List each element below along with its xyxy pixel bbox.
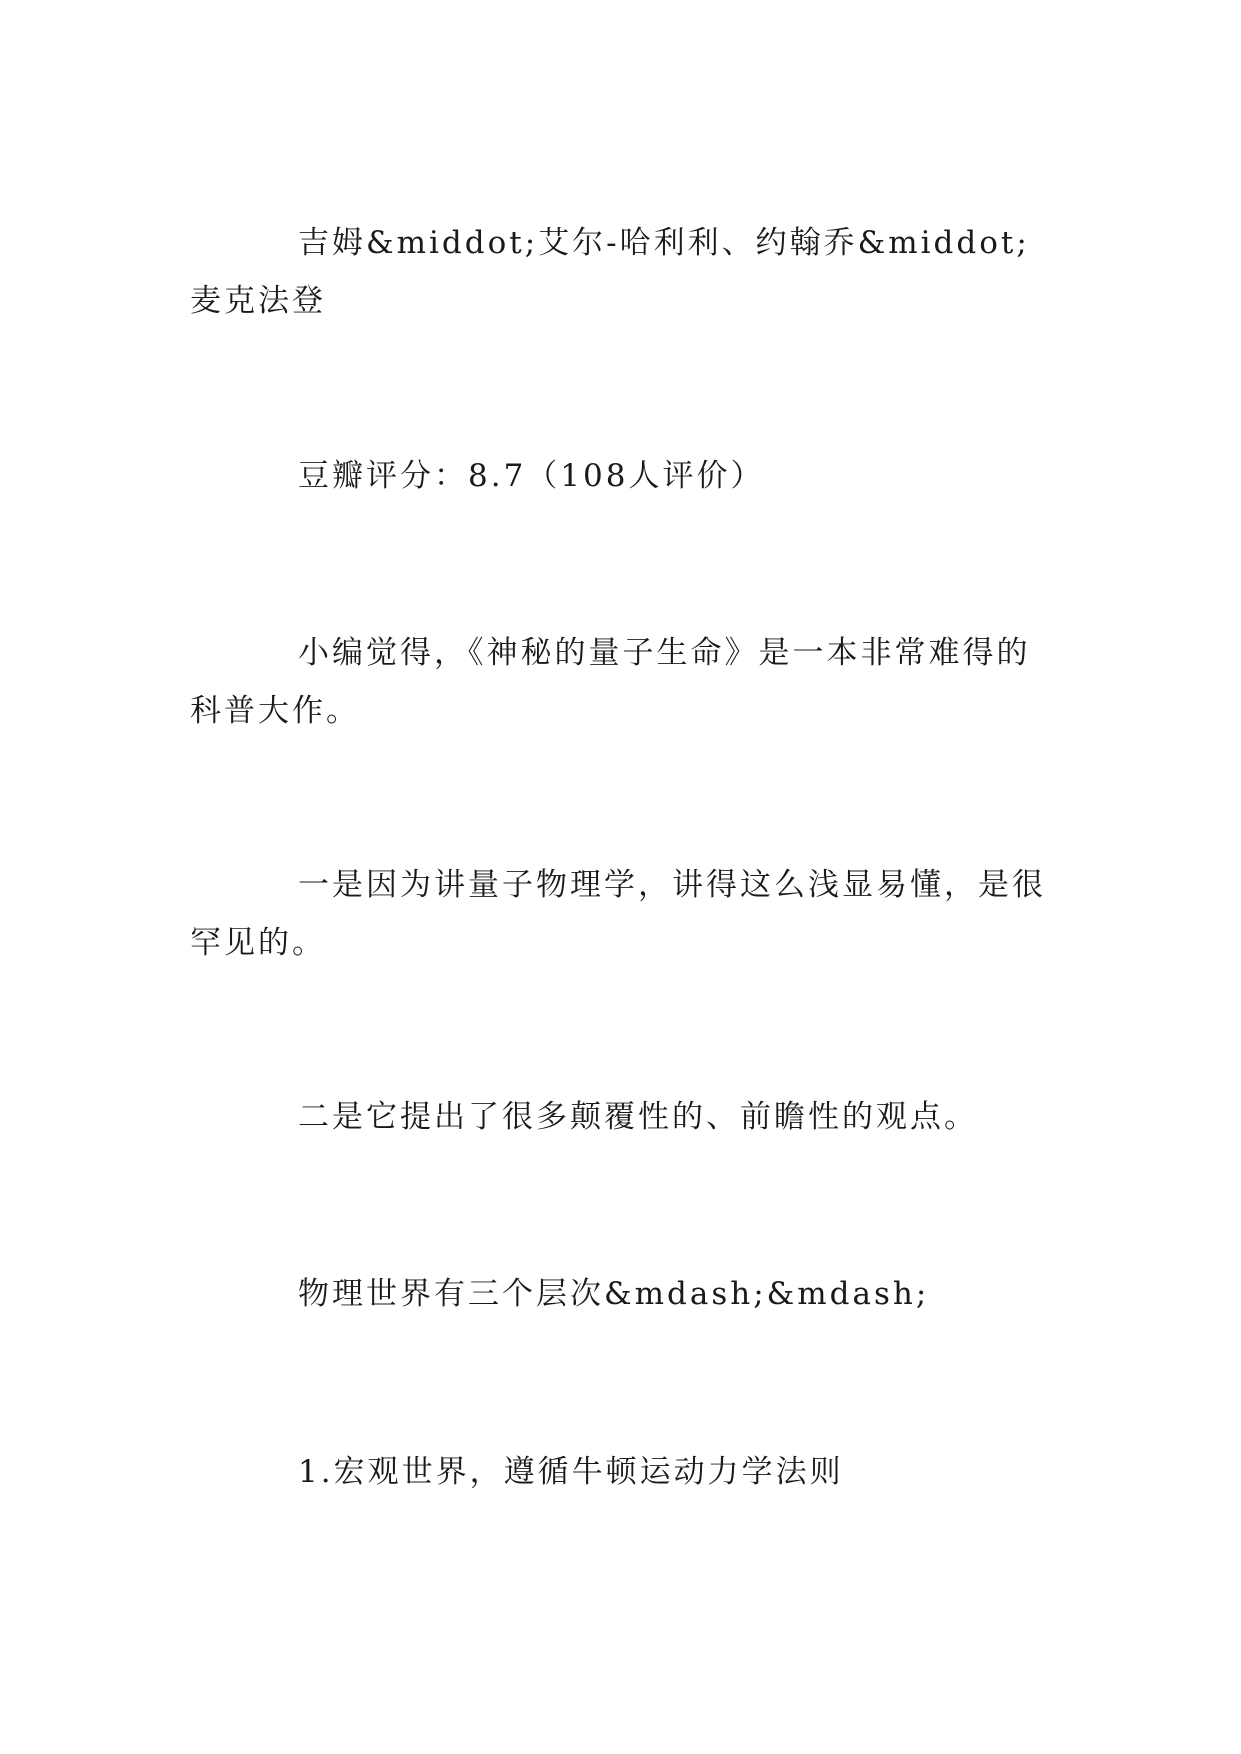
paragraph-three-levels: 物理世界有三个层次&mdash;&mdash; — [298, 1276, 930, 1312]
paragraph-reason-one: 一是因为讲量子物理学，讲得这么浅显易懂，是很罕见的。 — [190, 867, 1046, 961]
paragraph-macro-world: 1.宏观世界，遵循牛顿运动力学法则 — [298, 1454, 844, 1490]
paragraph-rating: 豆瓣评分：8.7（108人评价） — [298, 458, 765, 494]
paragraph-authors: 吉姆&middot;艾尔-哈利利、约翰乔&middot;麦克法登 — [190, 225, 1030, 319]
paragraph-reason-two: 二是它提出了很多颠覆性的、前瞻性的观点。 — [298, 1099, 978, 1135]
paragraph-editor-opinion: 小编觉得，《神秘的量子生命》是一本非常难得的科普大作。 — [190, 635, 1031, 729]
